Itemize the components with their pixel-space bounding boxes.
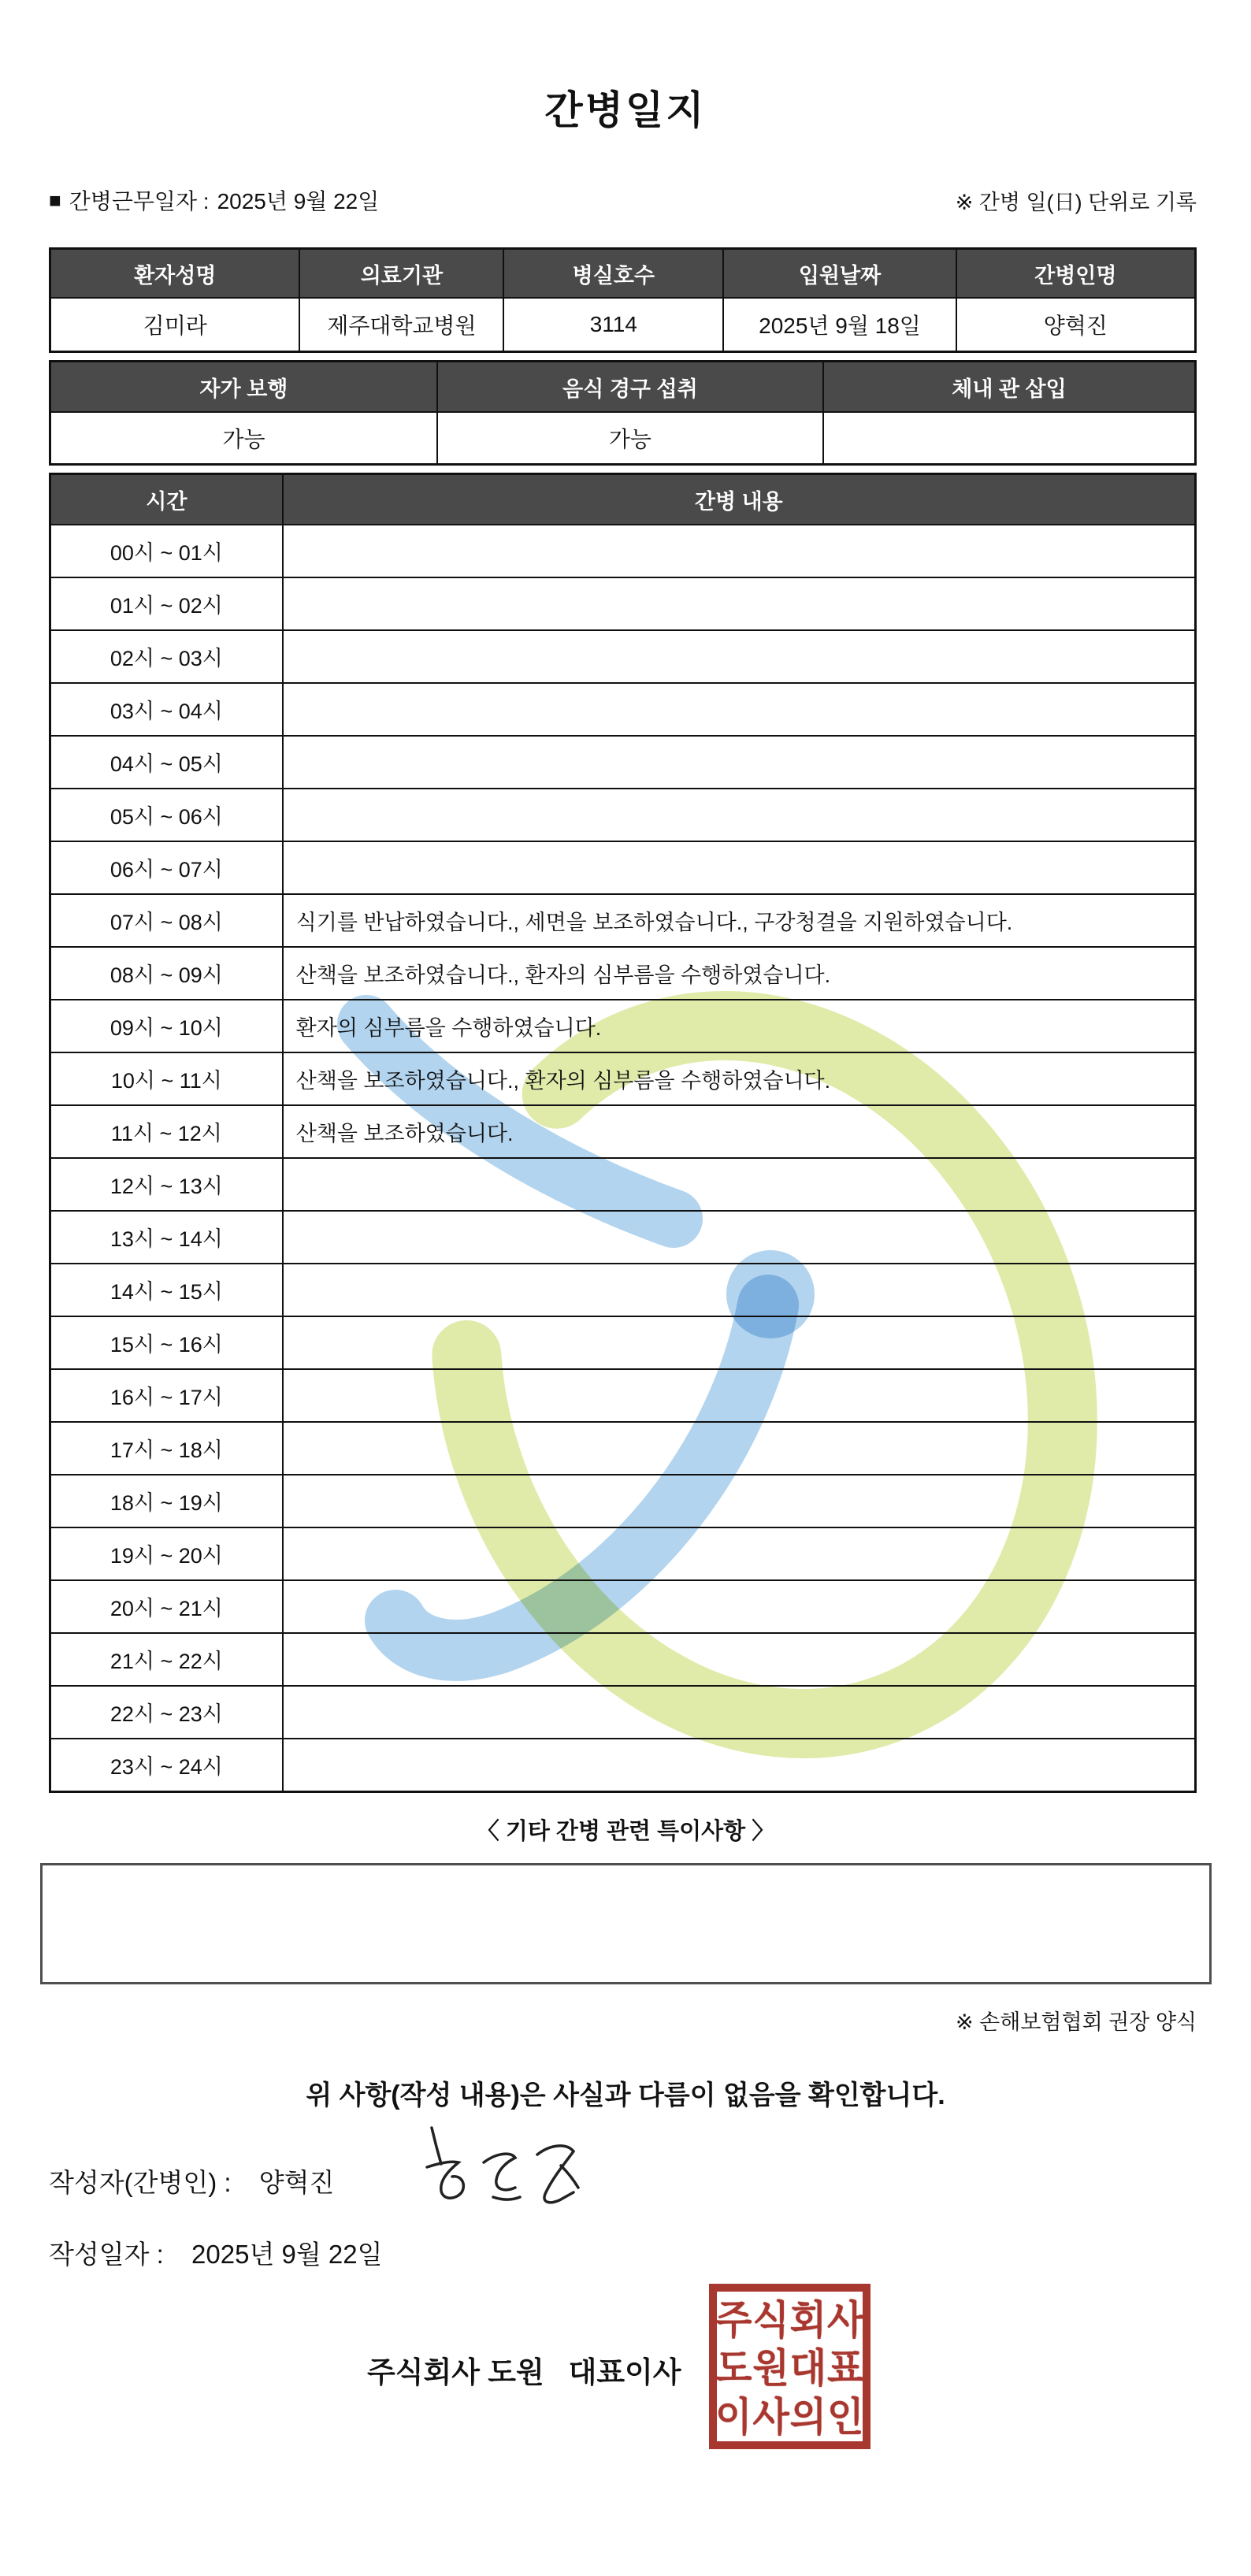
table-row: [50, 1475, 1196, 1527]
care-content-cell: [283, 1211, 1196, 1264]
writer-label: 작성자(간병인) :: [49, 2168, 232, 2197]
time-cell: 20시 ~ 21시: [50, 1580, 283, 1633]
time-cell: 12시 ~ 13시: [50, 1158, 283, 1211]
care-content-cell: [283, 1739, 1196, 1792]
care-content-cell: 식기를 반납하였습니다., 세면을 보조하였습니다., 구강청결을 지원하였습니다.: [283, 894, 1196, 947]
table-row: [50, 1264, 1196, 1316]
care-content-cell: [283, 1686, 1196, 1739]
care-content-cell: [283, 1475, 1196, 1527]
work-date-value: 2025년 9월 22일: [217, 189, 380, 213]
time-cell: 07시 ~ 08시: [50, 894, 283, 947]
work-date-label: 간병근무일자 :: [69, 189, 210, 213]
care-content-column-header: 간병 내용: [283, 474, 1196, 525]
table-row: [50, 683, 1196, 736]
table-row: [50, 894, 1196, 947]
time-cell: 16시 ~ 17시: [50, 1369, 283, 1422]
handwritten-signature: [418, 2121, 599, 2224]
time-cell: 14시 ~ 15시: [50, 1264, 283, 1316]
time-cell: 02시 ~ 03시: [50, 630, 283, 683]
patient-status-table: [49, 360, 1197, 466]
oral-intake-value: 가능: [437, 412, 823, 465]
table-row: [50, 1000, 1196, 1052]
time-cell: 06시 ~ 07시: [50, 841, 283, 894]
table-row: [50, 1686, 1196, 1739]
table-row: [50, 525, 1196, 577]
date-row: [49, 2234, 1251, 2271]
care-content-cell: [283, 577, 1196, 630]
table-row: [50, 1422, 1196, 1475]
admission-date-header: 입원날짜: [723, 249, 956, 299]
table-row: [50, 1052, 1196, 1105]
care-content-cell: [283, 736, 1196, 789]
time-cell: 04시 ~ 05시: [50, 736, 283, 789]
writer-name: 양혁진: [258, 2168, 335, 2197]
care-content-cell: [283, 525, 1196, 577]
time-cell: 21시 ~ 22시: [50, 1633, 283, 1686]
oral-intake-header: 음식 경구 섭취: [437, 362, 823, 413]
care-content-cell: [283, 1369, 1196, 1422]
table-row: [50, 736, 1196, 789]
care-content-cell: [283, 1316, 1196, 1369]
page-title: 간병일지: [544, 88, 707, 132]
care-content-cell: [283, 1264, 1196, 1316]
table-row: [50, 1369, 1196, 1422]
time-cell: 23시 ~ 24시: [50, 1739, 283, 1792]
table-row: [50, 947, 1196, 1000]
square-bullet-icon: ■: [49, 188, 61, 212]
seal-line-2: 도원대표: [715, 2345, 865, 2391]
special-notes-heading: 〈 기타 간병 관련 특이사항 〉: [476, 1819, 775, 1844]
written-date-label: 작성일자 :: [49, 2240, 164, 2269]
time-cell: 01시 ~ 02시: [50, 577, 283, 630]
time-cell: 18시 ~ 19시: [50, 1475, 283, 1527]
unit-note: ※ 간병 일(日) 단위로 기록: [955, 191, 1197, 214]
table-row: [50, 789, 1196, 841]
care-content-cell: [283, 1158, 1196, 1211]
time-cell: 22시 ~ 23시: [50, 1686, 283, 1739]
self-walking-value: 가능: [50, 412, 437, 465]
admission-date-value: 2025년 9월 18일: [723, 298, 956, 352]
patient-info-table: [49, 247, 1197, 353]
caregiver-name-value: 양혁진: [956, 298, 1196, 352]
table-row: [50, 1527, 1196, 1580]
writer-row: [49, 2162, 1251, 2199]
time-cell: 11시 ~ 12시: [50, 1105, 283, 1158]
recommended-form-note: ※ 손해보험협회 권장 양식: [956, 2010, 1197, 2034]
care-content-cell: 환자의 심부름을 수행하였습니다.: [283, 1000, 1196, 1052]
time-cell: 13시 ~ 14시: [50, 1211, 283, 1264]
table-row: [50, 1158, 1196, 1211]
room-number-value: 3114: [503, 298, 723, 352]
table-row: [50, 1211, 1196, 1264]
table-row: [50, 630, 1196, 683]
time-cell: 09시 ~ 10시: [50, 1000, 283, 1052]
table-row: [50, 577, 1196, 630]
care-content-cell: [283, 1422, 1196, 1475]
table-row: [50, 841, 1196, 894]
table-row: [50, 1580, 1196, 1633]
time-cell: 10시 ~ 11시: [50, 1052, 283, 1105]
time-cell: 05시 ~ 06시: [50, 789, 283, 841]
time-cell: 03시 ~ 04시: [50, 683, 283, 736]
confirmation-statement: 위 사항(작성 내용)은 사실과 다름이 없음을 확인합니다.: [306, 2080, 945, 2110]
time-cell: 08시 ~ 09시: [50, 947, 283, 1000]
care-content-cell: [283, 683, 1196, 736]
time-cell: 17시 ~ 18시: [50, 1422, 283, 1475]
care-content-cell: 산책을 보조하였습니다., 환자의 심부름을 수행하였습니다.: [283, 947, 1196, 1000]
company-row: [0, 2276, 1251, 2465]
care-content-cell: 산책을 보조하였습니다.: [283, 1105, 1196, 1158]
patient-name-header: 환자성명: [50, 249, 300, 299]
seal-line-1: 주식회사: [715, 2296, 865, 2342]
time-column-header: 시간: [50, 474, 283, 525]
care-content-cell: [283, 789, 1196, 841]
internal-tube-header: 체내 관 삽입: [823, 362, 1196, 413]
care-content-cell: 산책을 보조하였습니다., 환자의 심부름을 수행하였습니다.: [283, 1052, 1196, 1105]
patient-name-value: 김미라: [50, 298, 300, 352]
care-content-cell: [283, 1580, 1196, 1633]
internal-tube-value: [823, 412, 1196, 465]
hospital-value: 제주대학교병원: [299, 298, 503, 352]
self-walking-header: 자가 보행: [50, 362, 437, 413]
care-schedule-table: [49, 473, 1197, 1793]
written-date-value: 2025년 9월 22일: [191, 2240, 383, 2269]
company-ceo-text: 주식회사 도원 대표이사: [367, 2356, 681, 2389]
table-row: [50, 1316, 1196, 1369]
caregiver-name-header: 간병인명: [956, 249, 1196, 299]
room-number-header: 병실호수: [503, 249, 723, 299]
seal-line-3: 이사의인: [715, 2393, 865, 2440]
corporate-seal-stamp: [709, 2284, 871, 2449]
care-content-cell: [283, 1527, 1196, 1580]
table-row: [50, 1105, 1196, 1158]
time-cell: 00시 ~ 01시: [50, 525, 283, 577]
table-row: [50, 1739, 1196, 1792]
time-cell: 19시 ~ 20시: [50, 1527, 283, 1580]
info-row: [49, 184, 1197, 216]
time-cell: 15시 ~ 16시: [50, 1316, 283, 1369]
care-content-cell: [283, 630, 1196, 683]
care-content-cell: [283, 1633, 1196, 1686]
special-notes-box: [40, 1863, 1212, 1984]
hospital-header: 의료기관: [299, 249, 503, 299]
care-content-cell: [283, 841, 1196, 894]
table-row: [50, 1633, 1196, 1686]
